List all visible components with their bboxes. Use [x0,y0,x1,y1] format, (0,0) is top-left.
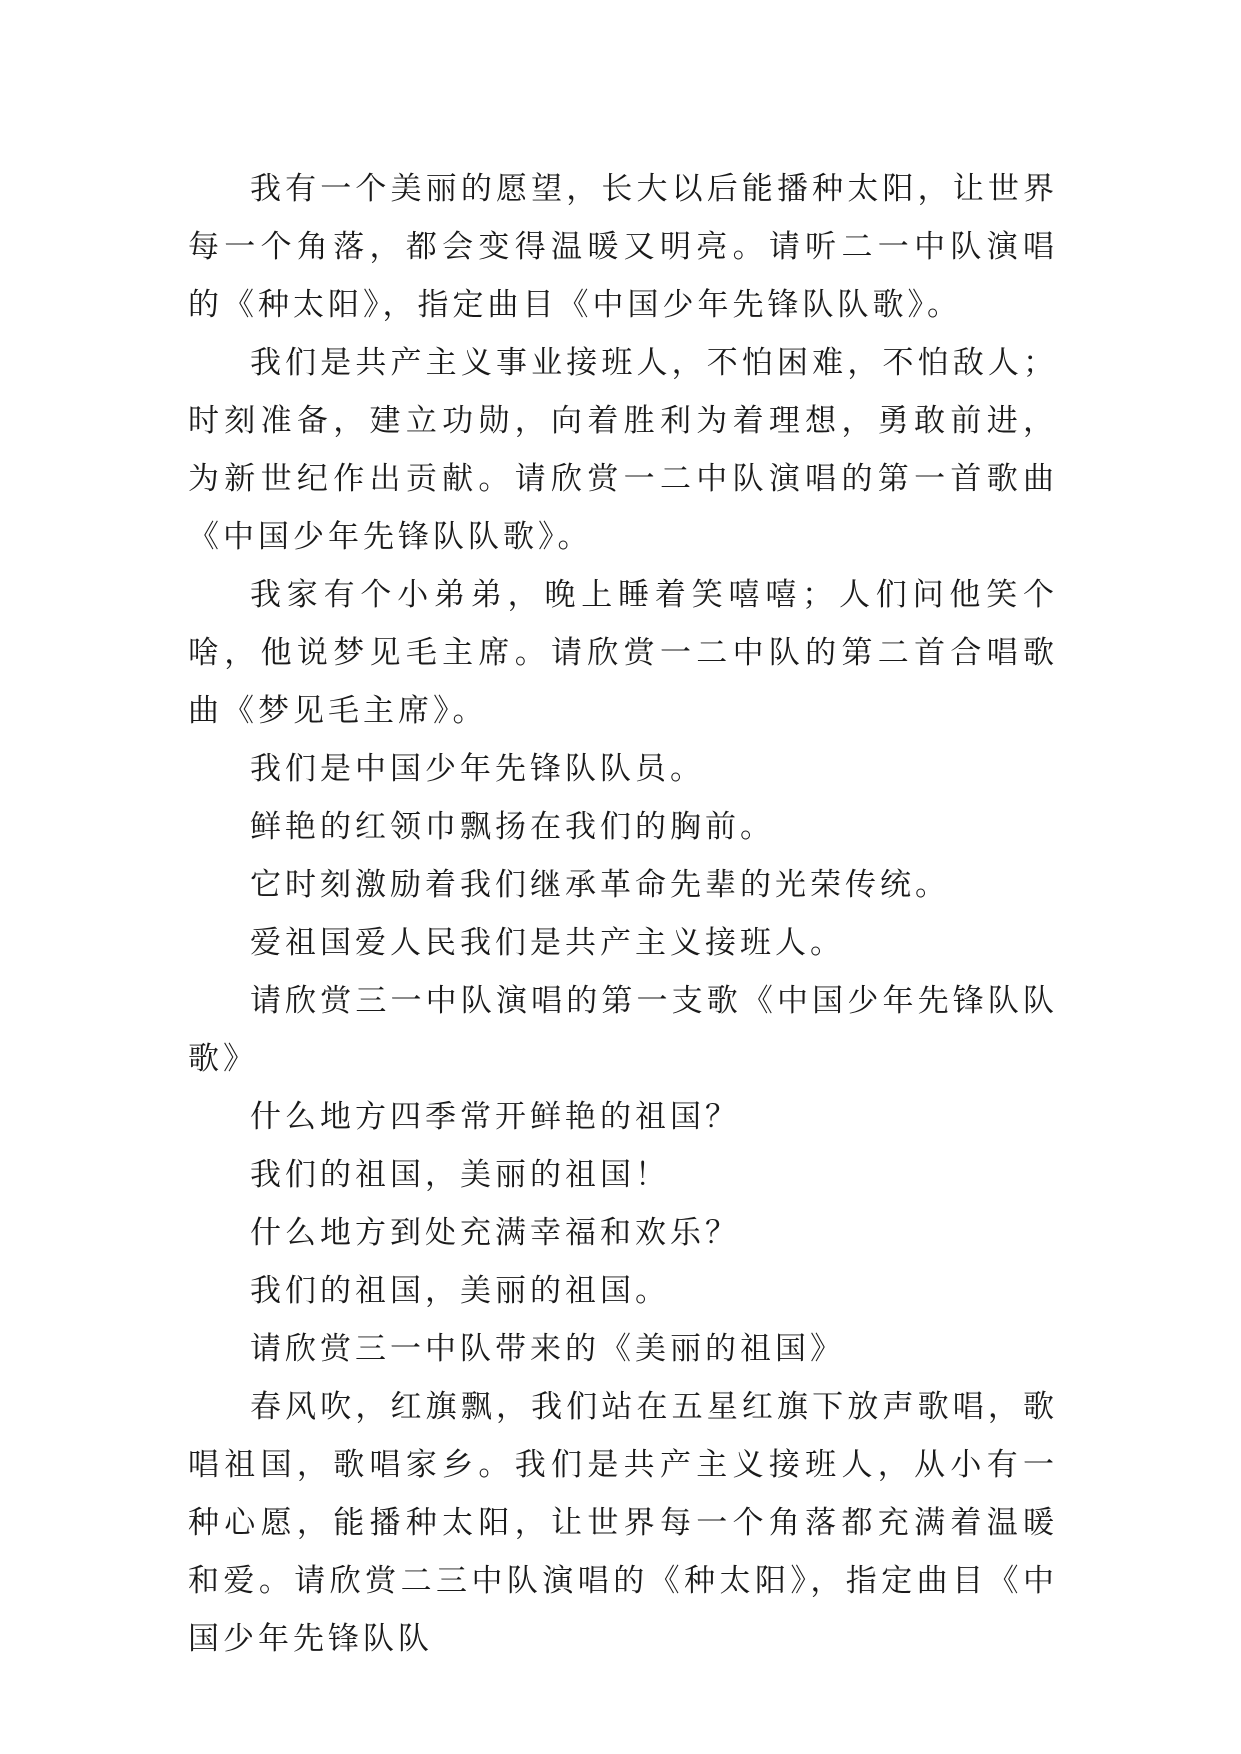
paragraph-13: 请欣赏三一中队带来的《美丽的祖国》 [250,1331,845,1367]
paragraph-7: 爱祖国爱人民我们是共产主义接班人。 [250,925,845,961]
paragraph-10: 我们的祖国，美丽的祖国！ [250,1157,670,1193]
paragraph-14: 春风吹，红旗飘，我们站在五星红旗下放声歌唱，歌唱祖国，歌唱家乡。我们是共产主义接班人，从小有一种心愿，能播种太阳，让世界每一个角落都充满着温暖和爱。请欣赏二三中队演唱的《种太阳》，指定曲目《中国少年先锋队队 [188,1389,1058,1657]
document-page [188,160,1058,1668]
paragraph-2: 我们是共产主义事业接班人，不怕困难，不怕敌人；时刻准备，建立功勋，向着胜利为着理想，勇敢前进，为新世纪作出贡献。请欣赏一二中队演唱的第一首歌曲《中国少年先锋队队歌》。 [188,345,1058,555]
paragraph-11: 什么地方到处充满幸福和欢乐？ [250,1215,740,1251]
paragraph-5: 鲜艳的红领巾飘扬在我们的胸前。 [250,809,775,845]
paragraph-4: 我们是中国少年先锋队队员。 [250,751,705,787]
paragraph-6: 它时刻激励着我们继承革命先辈的光荣传统。 [250,867,950,903]
paragraph-8: 请欣赏三一中队演唱的第一支歌《中国少年先锋队队歌》 [188,983,1058,1077]
paragraph-3: 我家有个小弟弟，晚上睡着笑嘻嘻；人们问他笑个啥，他说梦见毛主席。请欣赏一二中队的第二首合唱歌曲《梦见毛主席》。 [188,577,1058,729]
paragraph-12: 我们的祖国，美丽的祖国。 [250,1273,670,1309]
paragraph-9: 什么地方四季常开鲜艳的祖国？ [250,1099,740,1135]
paragraph-1: 我有一个美丽的愿望，长大以后能播种太阳，让世界每一个角落，都会变得温暖又明亮。请听二一中队演唱的《种太阳》，指定曲目《中国少年先锋队队歌》。 [188,171,1058,323]
